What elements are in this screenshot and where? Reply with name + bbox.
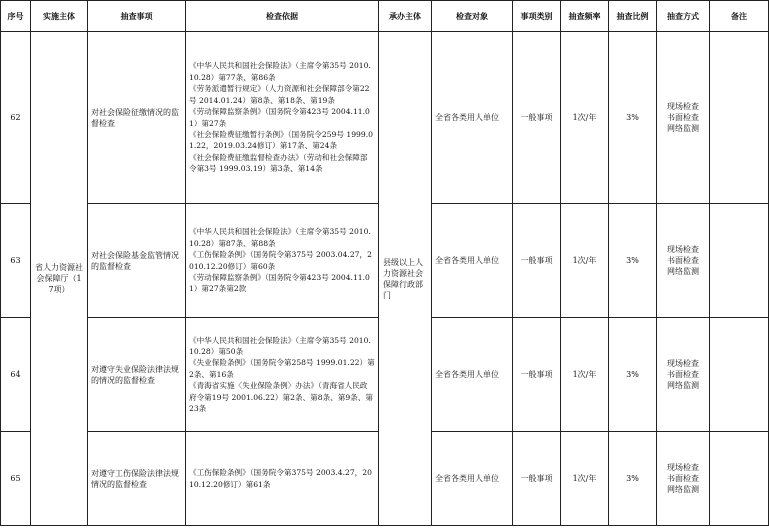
basis-line: 《工伤保险条例》（国务院令第375号 2003.04.27，2010.12.20修订）第60条 — [189, 250, 372, 271]
basis-line: 《失业保险条例》（国务院令第258号 1999.01.22）第2条、第16条 — [189, 358, 375, 379]
row-no: 65 — [1, 432, 31, 526]
col-header-ratio: 抽查比例 — [609, 1, 657, 32]
row-ratio: 3% — [609, 204, 657, 318]
row-method — [657, 204, 710, 318]
col-header-undertaker: 承办主体 — [379, 1, 432, 32]
row-note — [710, 432, 769, 526]
row-method — [657, 32, 710, 204]
row-target: 全省各类用人单位 — [432, 318, 513, 432]
method-line: 现场检查 — [667, 245, 699, 254]
col-header-frequency: 抽查频率 — [561, 1, 609, 32]
row-ratio: 3% — [609, 318, 657, 432]
table-row — [1, 32, 769, 204]
col-header-note: 备注 — [710, 1, 769, 32]
row-ratio: 3% — [609, 32, 657, 204]
method-line: 书面检查 — [667, 113, 699, 122]
method-line: 网络监测 — [667, 267, 699, 276]
basis-line: 《中华人民共和国社会保险法》（主席令第35号 2010.10.28）第50条 — [189, 335, 371, 356]
col-header-category: 事项类别 — [513, 1, 561, 32]
row-note — [710, 318, 769, 432]
basis-line: 《中华人民共和国社会保险法》（主席令第35号 2010.10.28）第77条、第86条 — [189, 61, 371, 82]
row-item: 对遵守失业保险法律法规的情况的监督检查 — [88, 318, 186, 432]
basis-line: 《劳动保障监察条例》（国务院令第423号 2004.11.01）第27条第2款 — [189, 272, 370, 294]
row-basis — [186, 318, 379, 432]
method-line: 现场检查 — [667, 102, 699, 111]
basis-line: 《劳务派遣暂行规定》（人力资源和社会保障部令第22号 2014.01.24）第8条、第18条、第19条 — [189, 84, 370, 105]
col-header-basis: 检查依据 — [186, 1, 379, 32]
row-frequency: 1次/年 — [561, 318, 609, 432]
col-header-implementer: 实施主体 — [31, 1, 88, 32]
row-basis — [186, 32, 379, 204]
method-line: 书面检查 — [667, 370, 699, 379]
row-category: 一般事项 — [513, 432, 561, 526]
basis-line: 《工伤保险条例》（国务院令第375号 2003.4.27，2010.12.20修订）第61条 — [189, 468, 372, 489]
col-header-item: 抽查事项 — [88, 1, 186, 32]
method-line: 网络监测 — [667, 124, 699, 133]
row-item: 对社会保险征缴情况的监督检查 — [88, 32, 186, 204]
header-row — [1, 1, 769, 32]
col-header-no: 序号 — [1, 1, 31, 32]
row-target: 全省各类用人单位 — [432, 204, 513, 318]
row-category: 一般事项 — [513, 318, 561, 432]
method-line: 网络监测 — [667, 485, 699, 494]
method-line: 现场检查 — [667, 359, 699, 368]
basis-line: 《中华人民共和国社会保险法》（主席令第35号 2010.10.28）第87条、第88条 — [189, 227, 371, 248]
method-line: 书面检查 — [667, 474, 699, 483]
row-target: 全省各类用人单位 — [432, 32, 513, 204]
col-header-method: 抽查方式 — [657, 1, 710, 32]
method-line: 网络监测 — [667, 381, 699, 390]
row-item: 对遵守工伤保险法律法规情况的监督检查 — [88, 432, 186, 526]
row-target: 全省各类用人单位 — [432, 432, 513, 526]
row-frequency: 1次/年 — [561, 204, 609, 318]
row-frequency: 1次/年 — [561, 432, 609, 526]
implementer-cell: 省人力资源社会保障厅（17项） — [31, 32, 88, 526]
row-item: 对社会保险基金监管情况的监督检查 — [88, 204, 186, 318]
row-category: 一般事项 — [513, 32, 561, 204]
method-line: 现场检查 — [667, 463, 699, 472]
undertaker-cell: 县级以上人力资源社会保障行政部门 — [379, 32, 432, 526]
row-basis — [186, 432, 379, 526]
basis-line: 《青海省实施〈失业保险条例〉办法》（青海省人民政府令第19号 2001.06.22）第2条、第8条、第9条、第23条 — [189, 381, 373, 414]
row-no: 62 — [1, 32, 31, 204]
col-header-target: 检查对象 — [432, 1, 513, 32]
row-no: 64 — [1, 318, 31, 432]
row-frequency: 1次/年 — [561, 32, 609, 204]
basis-line: 《社会保险费征缴暂行条例》（国务院令259号 1999.01.22，2019.03.24修订）第17条、第24条 — [189, 129, 373, 151]
row-category: 一般事项 — [513, 204, 561, 318]
row-basis — [186, 204, 379, 318]
method-line: 书面检查 — [667, 256, 699, 265]
row-method — [657, 432, 710, 526]
basis-line: 《劳动保障监察条例》（国务院令第423号 2004.11.01）第27条 — [189, 107, 370, 128]
row-ratio: 3% — [609, 432, 657, 526]
row-note — [710, 32, 769, 204]
row-method — [657, 318, 710, 432]
row-note — [710, 204, 769, 318]
row-no: 63 — [1, 204, 31, 318]
basis-line: 《社会保险费征缴监督检查办法》（劳动和社会保障部令第3号 1999.03.19）第3条、第14条 — [189, 152, 368, 174]
